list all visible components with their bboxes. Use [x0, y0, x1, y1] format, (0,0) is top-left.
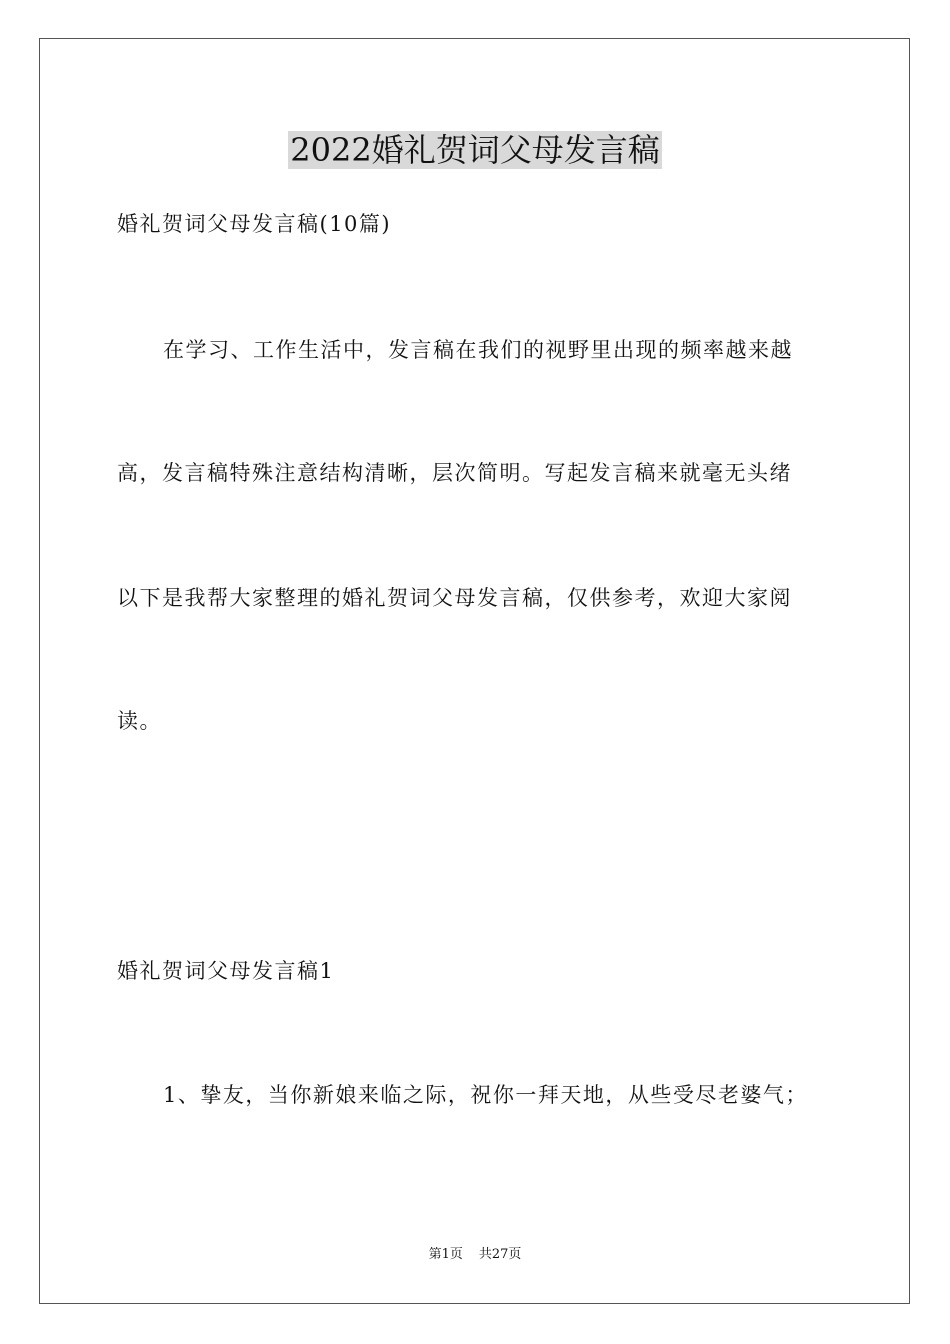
- intro-line-4: 读。: [117, 709, 162, 733]
- page-number: 第1页: [428, 1247, 463, 1262]
- document-title-text: 2022婚礼贺词父母发言稿: [290, 131, 660, 169]
- document-subtitle: 婚礼贺词父母发言稿(10篇): [117, 212, 392, 236]
- section-first-line: 1、挚友，当你新娘来临之际，祝你一拜天地，从些受尽老婆气；: [163, 1083, 808, 1107]
- section-heading: 婚礼贺词父母发言稿1: [117, 959, 335, 983]
- intro-line-1: 在学习、工作生活中，发言稿在我们的视野里出现的频率越来越: [163, 338, 793, 362]
- intro-line-3: 以下是我帮大家整理的婚礼贺词父母发言稿，仅供参考，欢迎大家阅: [117, 586, 792, 610]
- document-title: [0, 128, 950, 172]
- intro-line-2: 高，发言稿特殊注意结构清晰，层次简明。写起发言稿来就毫无头绪: [117, 461, 792, 485]
- page-total: 共27页: [478, 1247, 522, 1262]
- page-footer: [0, 1246, 950, 1264]
